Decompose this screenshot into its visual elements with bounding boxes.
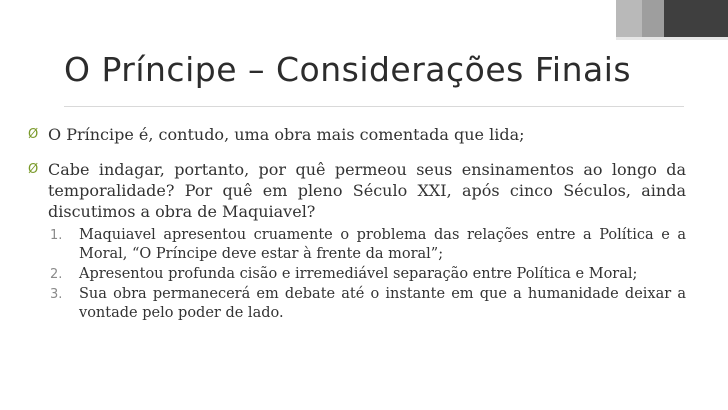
corner-decoration [616,0,728,37]
bullet-arrow-icon: Ø [28,127,39,142]
item-number: 2. [50,267,63,282]
slide-title: O Príncipe – Considerações Finais [64,50,632,89]
slide-body [28,124,686,324]
item-text: Sua obra permanecerá em debate até o instante em que a humanidade deixar a vontade pelo poder de lado. [79,286,686,321]
bullet-item [28,159,686,222]
numbered-item [48,226,686,264]
title-divider [64,106,684,107]
corner-segment-mid [642,0,664,37]
item-number: 3. [50,287,63,302]
bullet-item [28,124,686,145]
item-text: Maquiavel apresentou cruamente o problema das relações entre a Política e a Moral, “O Príncipe deve estar à frente da moral”; [79,227,686,262]
corner-underline [616,37,728,40]
numbered-item [48,285,686,323]
item-number: 1. [50,228,63,243]
corner-segment-light [616,0,642,37]
bullet-text: O Príncipe é, contudo, uma obra mais comentada que lida; [48,125,525,144]
numbered-item [48,265,686,284]
numbered-list [48,226,686,323]
corner-segment-dark [664,0,728,37]
item-text: Apresentou profunda cisão e irremediável separação entre Política e Moral; [79,266,638,282]
bullet-text: Cabe indagar, portanto, por quê permeou seus ensinamentos ao longo da temporalidade? Por quê em pleno Século XXI, após cinco Séculos, ainda discutimos a obra de Maquiavel? [48,160,686,221]
bullet-arrow-icon: Ø [28,162,39,177]
